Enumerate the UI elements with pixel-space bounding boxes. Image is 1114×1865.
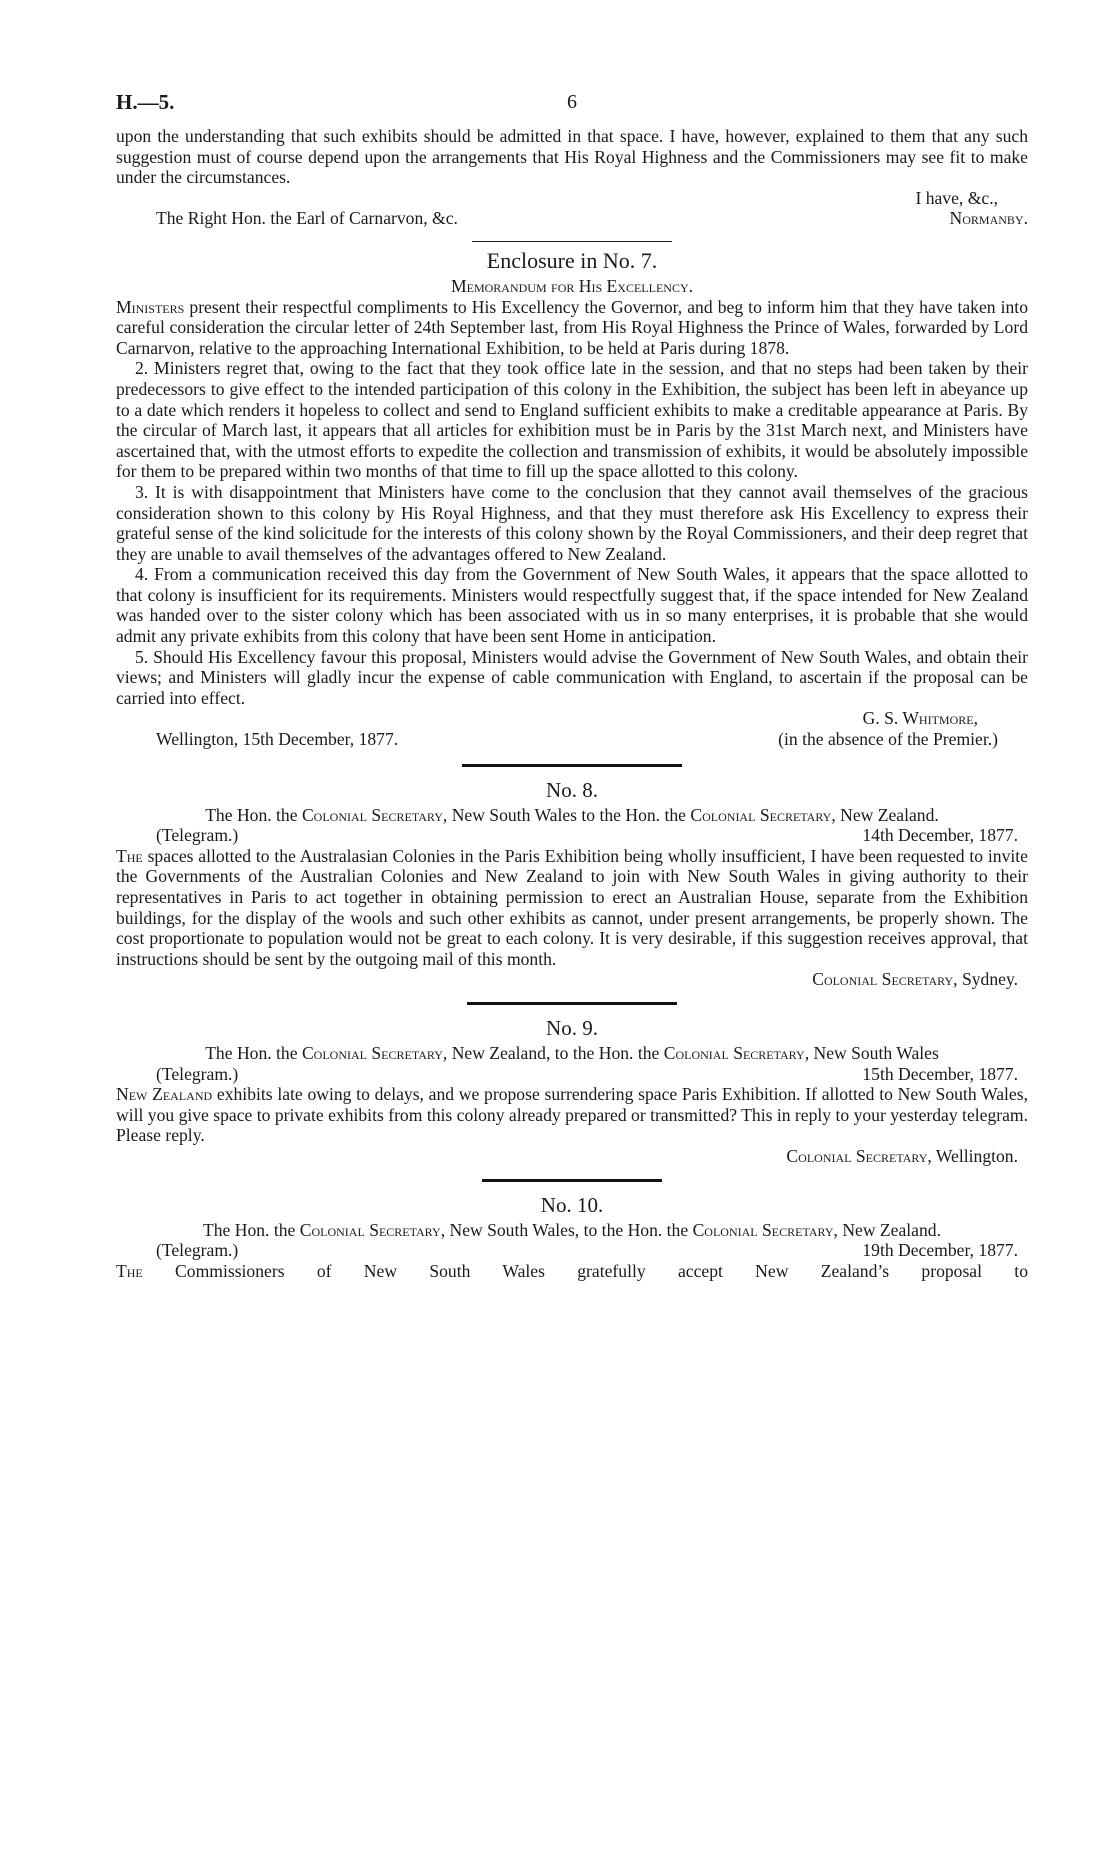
address-text: , New Zealand, to the Hon. the (442, 1042, 664, 1063)
page-header (116, 80, 1028, 126)
address-text: The Hon. the (205, 1042, 302, 1063)
signature-place: , Sydney. (953, 969, 1018, 990)
memorandum-heading (116, 276, 1028, 297)
memo-place-date: Wellington, 15th December, 1877. (156, 729, 399, 750)
address-to: Colonial Secretary (690, 804, 832, 825)
document-address (116, 805, 1028, 826)
telegram-body (116, 846, 1028, 970)
no7-letter-end (116, 126, 1028, 229)
letter-addressee: The Right Hon. the Earl of Carnarvon, &c. (156, 208, 458, 229)
telegram-body-text: spaces allotted to the Australasian Colonies in the Paris Exhibition being wholly insufficient, I have been requested to invite the Governments of the Australian Colonies and New Zealand to join with New South Wales in giving authority to their representatives in Paris to act together in obtaining permission to erect an Australian House, separate from the Exhibition buildings, for the display of the wools and such other exhibits as cannot, under present arrangements, be properly shown. The cost proportionate to population would not be great to each colony. It is very desirable, if this suggestion receives approval, that instructions should be sent by the outgoing mail of this month. (116, 845, 1028, 969)
page-number: 6 (567, 91, 577, 113)
document-no10 (116, 1190, 1028, 1282)
telegram-lead-word: New Zealand (116, 1084, 213, 1105)
memo-lead-word: Ministers (116, 296, 185, 317)
document-address (116, 1220, 1028, 1241)
address-text: , New Zealand. (833, 1219, 941, 1240)
telegram-date: 15th December, 1877. (862, 1063, 1018, 1084)
memo-signer: G. S. Whitmore, (862, 708, 978, 729)
telegram-body-text: exhibits late owing to delays, and we propose surrendering space Paris Exhibition. If allotted to New South Wales, will you give space to private exhibits from this colony already prepared or transmitted? This in reply to your yesterday telegram. Please reply. (116, 1084, 1028, 1146)
document-address (116, 1043, 1028, 1064)
telegram-body (116, 1084, 1028, 1146)
document-no9 (116, 1013, 1028, 1167)
address-to: Colonial Secretary (692, 1219, 834, 1240)
telegram-kind: (Telegram.) (156, 825, 239, 846)
signature-title: Colonial Secretary (812, 969, 954, 990)
telegram-body (116, 1261, 1028, 1282)
telegram-lead-word: The (116, 845, 143, 866)
memo-paragraph-5: 5. Should His Excellency favour this proposal, Ministers would advise the Government of New South Wales, and obtain their views; and Ministers will gladly incur the expense of cable communication with England, to ascertain if the proposal can be carried into effect. (116, 646, 1028, 708)
address-text: , New South Wales, to the Hon. the (440, 1219, 693, 1240)
section-divider (467, 1002, 677, 1005)
telegram-body-text: Commissioners of New South Wales gratefully accept New Zealand’s proposal to (142, 1260, 1028, 1281)
document-title: No. 8. (546, 777, 598, 802)
document-no8 (116, 775, 1028, 990)
memorandum-heading-prefix: Memorandum (450, 275, 547, 296)
address-text: The Hon. the (202, 1219, 300, 1240)
telegram-lead-word: The (116, 1260, 143, 1281)
page-code: H.—5. (116, 90, 175, 114)
memo-paragraph-1 (116, 297, 1028, 359)
address-text: , New South Wales to the Hon. the (442, 804, 691, 825)
telegram-line (116, 1064, 1028, 1085)
memorandum-heading-rest: for His Excellency. (546, 275, 694, 296)
telegram-kind: (Telegram.) (156, 1240, 239, 1261)
telegram-line (116, 1240, 1028, 1261)
document-title: No. 10. (540, 1192, 604, 1217)
address-to: Colonial Secretary (663, 1042, 805, 1063)
address-from: Colonial Secretary (301, 804, 443, 825)
memo-signoff (116, 729, 1028, 750)
telegram-signature (116, 969, 1028, 990)
letter-closing: I have, &c., (915, 187, 998, 208)
telegram-signature (116, 1146, 1028, 1167)
telegram-date: 19th December, 1877. (862, 1240, 1018, 1261)
letter-signoff (116, 208, 1028, 229)
enclosure-title: Enclosure in No. 7. (486, 247, 658, 273)
section-divider (472, 241, 672, 242)
address-text: , New South Wales (804, 1042, 939, 1063)
address-text: , New Zealand. (831, 804, 939, 825)
address-text: The Hon. the (205, 804, 302, 825)
signature-place: , Wellington. (927, 1145, 1018, 1166)
enclosure-no7 (116, 246, 1028, 750)
section-divider (482, 1179, 662, 1182)
memo-paragraph-2: 2. Ministers regret that, owing to the fact that they took office late in the session, and that no steps had been taken by their predecessors to give effect to the intended participation of this colony in the Exhibition, the subject has been left in abeyance up to a date which renders it hopeless to collect and send to England sufficient exhibits to make a creditable appearance at Paris. By the circular of March last, it appears that all articles for exhibition must be in Paris by the 31st March next, and Ministers have ascertained that, with the utmost efforts to expedite the collection and transmission of exhibits, it would be absolutely impossible for them to be prepared within two months of that time to fill up the space allotted to this colony. (116, 358, 1028, 482)
memo-paragraph-3: 3. It is with disappointment that Ministers have come to the conclusion that they cannot avail themselves of the gracious consideration shown to this colony by His Royal Highness, and that they must therefore ask His Excellency to express their grateful sense of the kind solicitude for the interests of this colony shown by the Royal Commissioners, and their deep regret that they are unable to avail themselves of the advantages offered to New Zealand. (116, 481, 1028, 564)
signature-title: Colonial Secretary (786, 1145, 928, 1166)
telegram-kind: (Telegram.) (156, 1063, 239, 1084)
letter-paragraph: upon the understanding that such exhibits should be admitted in that space. I have, however, explained to them that any such suggestion must of course depend upon the arrangements that His Royal Highness and the Commissioners may see fit to make under the circumstances. (116, 126, 1028, 188)
address-from: Colonial Secretary (301, 1042, 443, 1063)
document-title: No. 9. (546, 1015, 598, 1040)
address-from: Colonial Secretary (299, 1219, 441, 1240)
memo-paragraph-1-text: present their respectful compliments to His Excellency the Governor, and beg to inform him that they have taken into careful consideration the circular letter of 24th September last, from His Royal Highness the Prince of Wales, forwarded by Lord Carnarvon, relative to the approaching International Exhibition, to be held at Paris during 1878. (116, 296, 1028, 358)
memo-paragraph-4: 4. From a communication received this day from the Government of New South Wales, it appears that the space allotted to that colony is insufficient for its requirements. Ministers would respectfully suggest that, if the space intended for New Zealand was handed over to the sister colony which has been associated with us in so many enterprises, it is probable that she would admit any private exhibits from this colony that have been sent Home in anticipation. (116, 564, 1028, 647)
letter-signature: Normanby. (949, 208, 1028, 229)
memo-signer-note: (in the absence of the Premier.) (778, 729, 998, 750)
telegram-date: 14th December, 1877. (862, 825, 1018, 846)
telegram-line (116, 825, 1028, 846)
section-divider (462, 764, 682, 767)
